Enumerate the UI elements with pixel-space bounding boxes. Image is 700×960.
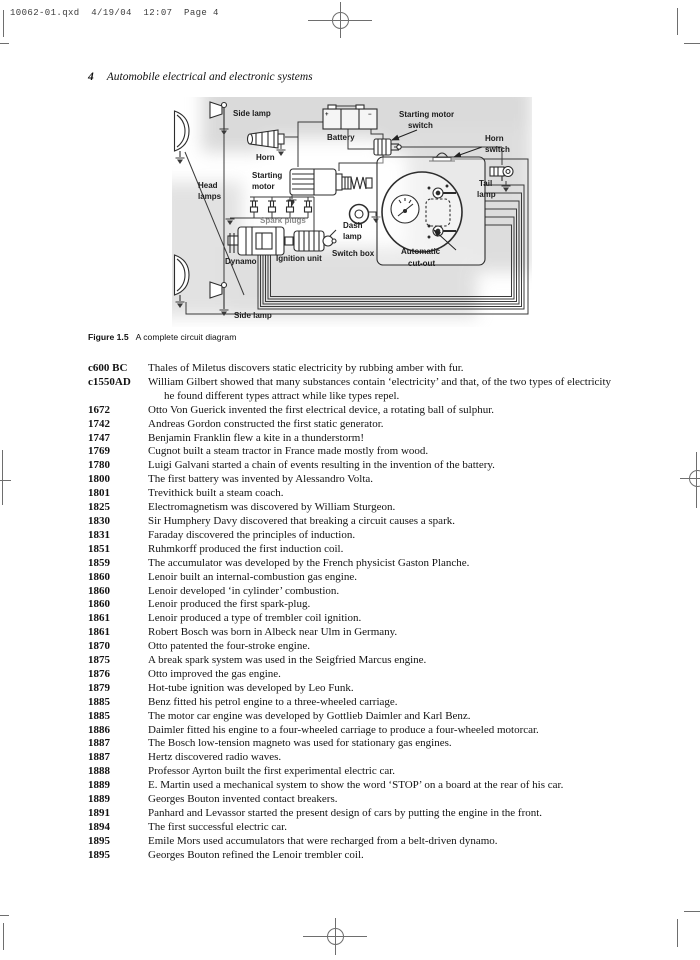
timeline-event: Thales of Miletus discovers static electricity by rubbing amber with fur.: [148, 362, 464, 374]
timeline-year: 1742: [88, 417, 110, 430]
timeline-year: 1780: [88, 459, 110, 472]
label-starting-motor-2: motor: [252, 182, 275, 191]
print-slug: 10062-01.qxd 4/19/04 12:07 Page 4: [10, 8, 219, 18]
timeline-event: Robert Bosch was born in Albeck near Ulm in Germany.: [148, 626, 398, 639]
label-spark-plugs: Spark plugs: [260, 216, 306, 225]
label-dash-lamp-2: lamp: [343, 232, 362, 241]
timeline-row: [88, 501, 622, 515]
timeline-year: 1895: [88, 834, 110, 847]
timeline-year: 1875: [88, 654, 110, 667]
label-head-lamps-2: lamps: [198, 192, 222, 201]
timeline-event: Panhard and Levassor started the present design of cars by putting the engine in the front.: [148, 807, 543, 819]
label-starting-motor-switch-1: Starting motor: [399, 110, 455, 119]
timeline-row: [88, 445, 622, 459]
label-dash-lamp-1: Dash: [343, 221, 363, 230]
timeline-year: 1831: [88, 528, 110, 541]
label-side-lamp-top: Side lamp: [233, 109, 271, 118]
timeline-year: 1889: [88, 793, 110, 806]
label-automatic-cutout-1: Automatic: [401, 247, 441, 256]
running-title: Automobile electrical and electronic systems: [106, 71, 313, 83]
timeline-year: 1860: [88, 584, 110, 597]
figure-1-5: [172, 97, 532, 327]
timeline-row: [88, 835, 622, 849]
timeline-row: [88, 612, 622, 626]
label-tail-lamp-1: Tail: [479, 179, 493, 188]
timeline-row: [88, 696, 622, 710]
timeline-row: [88, 473, 622, 487]
timeline-row: [88, 543, 622, 557]
timeline-event: The first successful electric car.: [148, 820, 287, 833]
timeline-row: [88, 626, 622, 640]
timeline-event: Otto patented the four-stroke engine.: [148, 640, 310, 653]
registration-mark-right: [680, 452, 700, 508]
timeline-row: [88, 487, 622, 501]
timeline-year: c600 BC: [88, 362, 128, 374]
timeline-event: The Bosch low-tension magneto was used for stationary gas engines.: [148, 737, 452, 750]
timeline-year: 1887: [88, 737, 110, 750]
timeline-row: [88, 737, 622, 751]
timeline-year: 1876: [88, 667, 110, 680]
timeline-row: [88, 515, 622, 529]
timeline-event: E. Martin used a mechanical system to show the word ‘STOP’ on a board at the rear of his car.: [148, 779, 564, 792]
timeline-year: 1860: [88, 598, 110, 611]
timeline-row: [88, 362, 622, 376]
timeline-row: [88, 557, 622, 571]
label-horn-switch-1: Horn: [485, 134, 504, 143]
timeline-event: The first battery was invented by Alessandro Volta.: [148, 473, 374, 486]
timeline-event: Hertz discovered radio waves.: [148, 751, 282, 764]
timeline-row: [88, 751, 622, 765]
figure-caption: [88, 332, 236, 342]
timeline-row: [88, 571, 622, 585]
timeline-row: [88, 849, 622, 863]
timeline-year: c1550AD: [88, 375, 131, 388]
timeline-year: 1879: [88, 681, 110, 694]
timeline: [88, 362, 622, 863]
timeline-event: The motor car engine was developed by Gottlieb Daimler and Karl Benz.: [148, 709, 471, 722]
timeline-year: 1894: [88, 820, 110, 833]
timeline-year: 1859: [88, 556, 110, 569]
timeline-event: The accumulator was developed by the French physicist Gaston Planche.: [148, 556, 470, 569]
label-dynamo: Dynamo: [225, 257, 257, 266]
timeline-year: 1861: [88, 612, 110, 625]
label-head-lamps-1: Head: [198, 181, 218, 190]
timeline-event: Ruhmkorff produced the first induction coil.: [148, 542, 344, 555]
timeline-event: Lenoir produced the first spark-plug.: [148, 598, 311, 611]
timeline-year: 1891: [88, 807, 110, 819]
label-tail-lamp-2: lamp: [477, 190, 496, 199]
timeline-row: [88, 793, 622, 807]
timeline-event: Benz fitted his petrol engine to a three-wheeled carriage.: [148, 695, 398, 708]
timeline-row: [88, 404, 622, 418]
timeline-year: 1860: [88, 570, 110, 583]
timeline-year: 1895: [88, 848, 110, 861]
timeline-row: [88, 459, 622, 473]
registration-mark-bottom: [303, 918, 367, 955]
page-number: 4: [88, 71, 94, 83]
label-battery-plus: +: [325, 112, 329, 118]
timeline-row: [88, 807, 622, 821]
timeline-row: [88, 668, 622, 682]
label-automatic-cutout-2: cut-out: [408, 259, 436, 268]
timeline-row: [88, 654, 622, 668]
timeline-event: Otto improved the gas engine.: [148, 667, 281, 680]
timeline-event: Emile Mors used accumulators that were recharged from a belt-driven dynamo.: [148, 834, 498, 847]
label-starting-motor-switch-2: switch: [408, 121, 433, 130]
timeline-year: 1885: [88, 709, 110, 722]
timeline-row: [88, 821, 622, 835]
label-switch-box: Switch box: [332, 249, 375, 258]
timeline-event: Daimler fitted his engine to a four-wheeled carriage to produce a four-wheeled motorcar.: [148, 723, 539, 736]
label-horn: Horn: [256, 153, 275, 162]
timeline-row: [88, 682, 622, 696]
timeline-year: 1800: [88, 473, 110, 486]
label-ignition-unit: Ignition unit: [276, 254, 322, 263]
timeline-year: 1888: [88, 765, 110, 778]
figure-caption-text: A complete circuit diagram: [135, 332, 237, 342]
label-starting-motor-1: Starting: [252, 171, 283, 180]
timeline-year: 1825: [88, 501, 110, 514]
timeline-year: 1861: [88, 626, 110, 639]
label-battery-minus: −: [368, 112, 372, 118]
timeline-row: [88, 710, 622, 724]
timeline-year: 1851: [88, 542, 110, 555]
timeline-year: 1885: [88, 695, 110, 708]
timeline-event: Sir Humphery Davy discovered that breaking a circuit causes a spark.: [148, 514, 455, 527]
timeline-event: Luigi Galvani started a chain of events resulting in the invention of the battery.: [148, 459, 495, 472]
figure-caption-label: Figure 1.5: [88, 332, 129, 342]
label-battery: Battery: [327, 133, 355, 142]
timeline-event: Lenoir produced a type of trembler coil ignition.: [148, 612, 362, 625]
switch-box-icon: [382, 172, 462, 252]
timeline-event: William Gilbert showed that many substances contain ‘electricity’ and that, of the two types of electricity he found different types attract while like types repel.: [148, 375, 612, 402]
timeline-year: 1830: [88, 514, 110, 527]
registration-mark-top: [308, 2, 372, 38]
label-side-lamp-bottom: Side lamp: [234, 311, 272, 320]
timeline-row: [88, 418, 622, 432]
timeline-event: Georges Bouton refined the Lenoir trembler coil.: [148, 848, 364, 861]
timeline-year: 1870: [88, 640, 110, 653]
timeline-row: [88, 640, 622, 654]
timeline-year: 1801: [88, 487, 110, 500]
timeline-row: [88, 598, 622, 612]
timeline-year: 1887: [88, 751, 110, 764]
timeline-event: Hot-tube ignition was developed by Leo Funk.: [148, 681, 354, 694]
timeline-event: Lenoir developed ‘in cylinder’ combustion.: [148, 584, 340, 597]
running-header: [88, 71, 313, 83]
timeline-year: 1889: [88, 779, 110, 792]
circuit-diagram: [172, 97, 532, 327]
timeline-event: Georges Bouton invented contact breakers.: [148, 793, 338, 806]
timeline-row: [88, 376, 622, 404]
timeline-event: Trevithick built a steam coach.: [148, 487, 284, 500]
timeline-event: Cugnot built a steam tractor in France made mostly from wood.: [148, 445, 429, 458]
timeline-row: [88, 529, 622, 543]
timeline-event: Otto Von Guerick invented the first electrical device, a rotating ball of sulphur.: [148, 403, 494, 416]
timeline-row: [88, 724, 622, 738]
head-lamp-top-icon: [175, 111, 190, 157]
timeline-event: Professor Ayrton built the first experimental electric car.: [148, 765, 396, 778]
timeline-year: 1747: [88, 431, 110, 444]
timeline-row: [88, 779, 622, 793]
timeline-year: 1672: [88, 403, 110, 416]
timeline-row: [88, 432, 622, 446]
label-horn-switch-2: switch: [485, 145, 510, 154]
timeline-row: [88, 585, 622, 599]
timeline-event: Electromagnetism was discovered by William Sturgeon.: [148, 501, 396, 514]
timeline-event: A break spark system was used in the Seigfried Marcus engine.: [148, 654, 427, 667]
timeline-year: 1769: [88, 445, 110, 458]
timeline-year: 1886: [88, 723, 110, 736]
timeline-event: Faraday discovered the principles of induction.: [148, 528, 356, 541]
timeline-event: Andreas Gordon constructed the first static generator.: [148, 417, 384, 430]
timeline-event: Benjamin Franklin flew a kite in a thunderstorm!: [148, 431, 364, 444]
timeline-row: [88, 765, 622, 779]
timeline-event: Lenoir built an internal-combustion gas engine.: [148, 570, 357, 583]
